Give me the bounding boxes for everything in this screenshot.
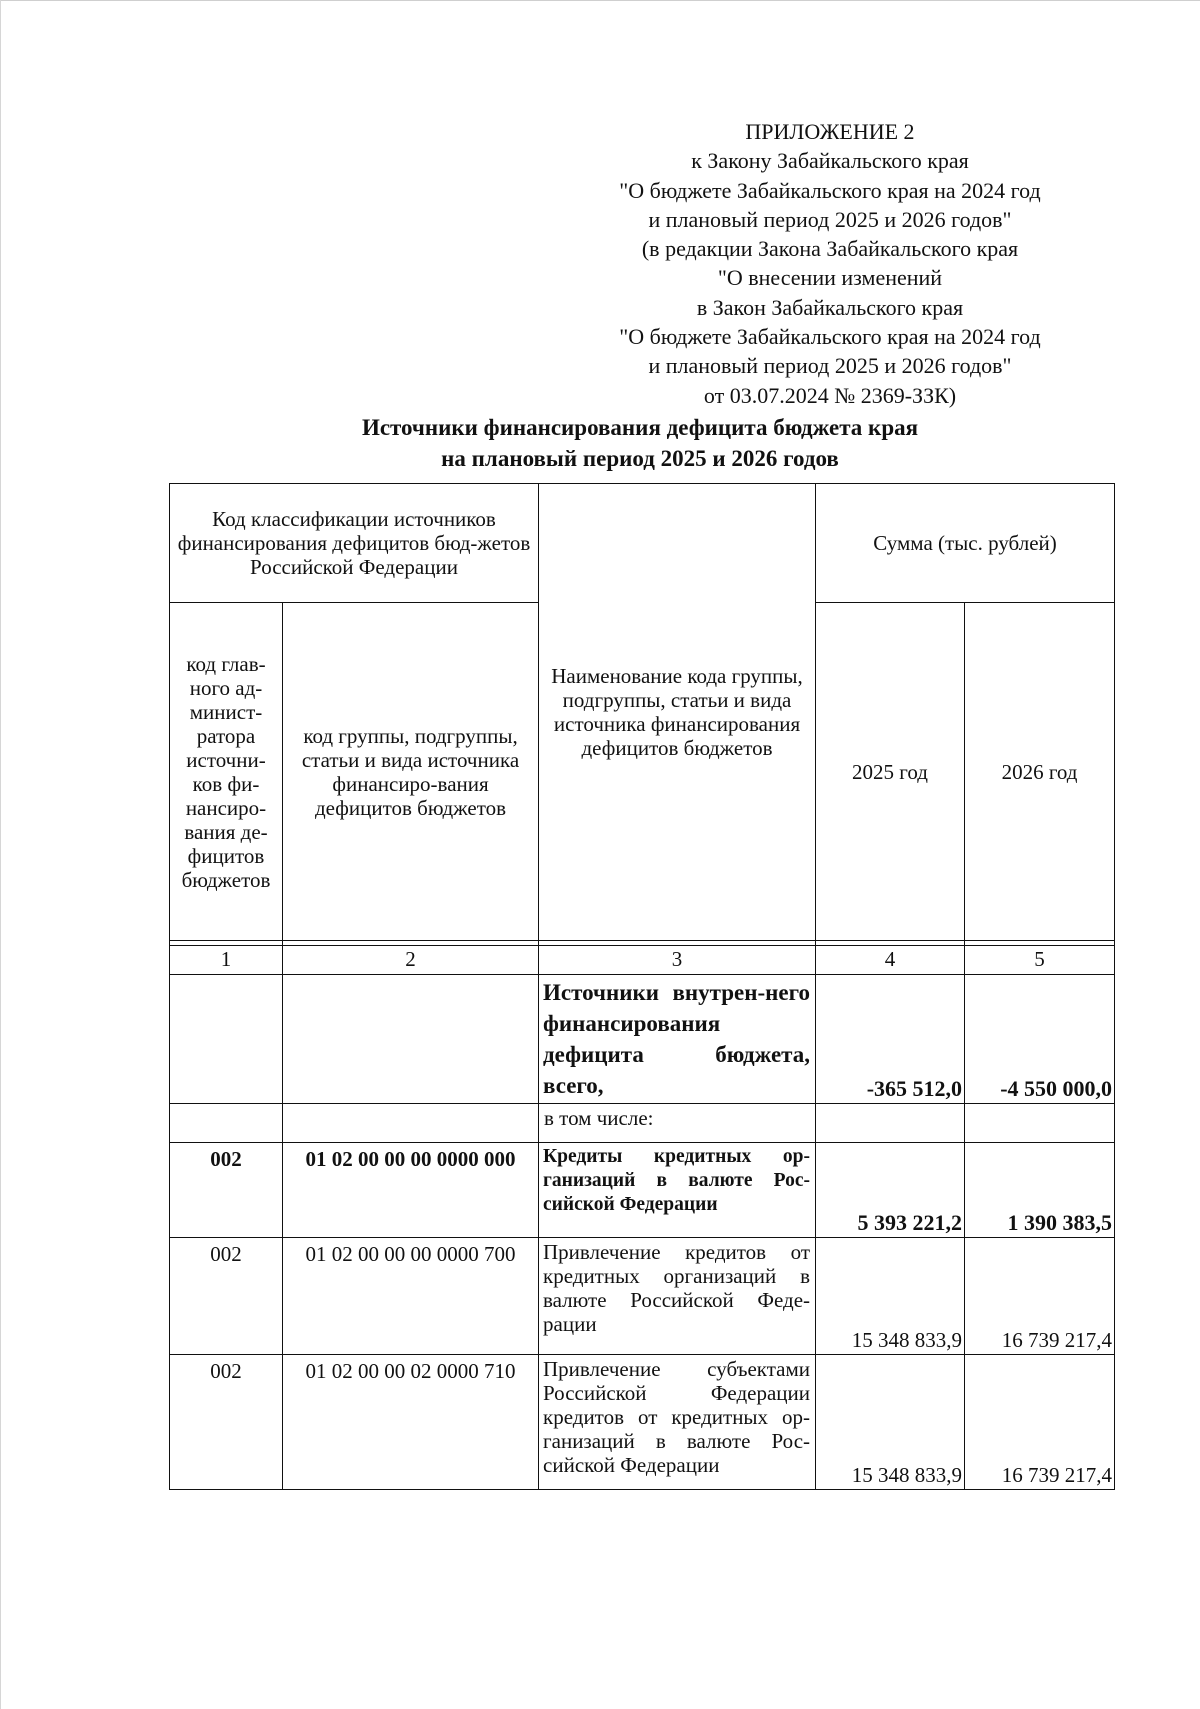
header-line: "О бюджете Забайкальского края на 2024 год [619, 177, 1041, 203]
amount-2026-cell: 16 739 217,4 [965, 1238, 1115, 1355]
source-name-cell: Привлечение кредитов от кредитных организаций в валюте Российской Феде-рации [539, 1238, 816, 1355]
table-row-credits [170, 1143, 1115, 1238]
appendix-label: ПРИЛОЖЕНИЕ 2 [745, 119, 915, 144]
source-name-cell: Привлечение субъектами Российской Федерации кредитов от кредитных ор-ганизаций в валюте Рос-сийской Федерации [539, 1355, 816, 1490]
header-line: и плановый период 2025 и 2026 годов" [648, 353, 1012, 379]
column-number: 2 [283, 946, 539, 975]
amount-2026-cell: 16 739 217,4 [965, 1355, 1115, 1490]
admin-code-cell [170, 1104, 283, 1143]
admin-code-header: код глав-ного ад-минист-ратора источни-ков фи-нансиро-вания де-фицитов бюджетов [170, 603, 283, 941]
header-line: и плановый период 2025 и 2026 годов" [648, 206, 1012, 232]
amount-2026-cell: 1 390 383,5 [965, 1143, 1115, 1238]
name-header: Наименование кода группы, подгруппы, статьи и вида источника финансирования дефицитов бюджетов [539, 484, 816, 941]
column-number: 1 [170, 946, 283, 975]
amount-2026-cell: -4 550 000,0 [965, 975, 1115, 1104]
title-line-2: на плановый период 2025 и 2026 годов [441, 446, 839, 471]
group-code-cell [283, 1104, 539, 1143]
admin-code-cell: 002 [170, 1238, 283, 1355]
amount-2025-cell [816, 1104, 965, 1143]
source-name-cell: в том числе: [539, 1104, 816, 1143]
header-line: (в редакции Закона Забайкальского края [641, 236, 1019, 262]
sum-header: Сумма (тыс. рублей) [816, 484, 1115, 603]
scan-edge-left [0, 0, 1, 1709]
table-row-subject-attraction [170, 1355, 1115, 1490]
year-2026-header: 2026 год [965, 603, 1115, 941]
column-number: 4 [816, 946, 965, 975]
table-row-attraction [170, 1238, 1115, 1355]
group-code-header: код группы, подгруппы, статьи и вида источника финансиро-вания дефицитов бюджетов [283, 603, 539, 941]
group-code-cell: 01 02 00 00 02 0000 710 [283, 1355, 539, 1490]
column-number: 3 [539, 946, 816, 975]
year-2025-header: 2025 год [816, 603, 965, 941]
header-line: "О бюджете Забайкальского края на 2024 год [619, 324, 1041, 350]
group-code-cell: 01 02 00 00 00 0000 700 [283, 1238, 539, 1355]
header-line: "О внесении изменений [717, 265, 943, 291]
amount-2026-cell [965, 1104, 1115, 1143]
source-name-cell: Кредиты кредитных ор-ганизаций в валюте Рос-сийской Федерации [539, 1143, 816, 1238]
admin-code-cell: 002 [170, 1355, 283, 1490]
header-line: к Закону Забайкальского края [691, 148, 969, 174]
amount-2025-cell: 5 393 221,2 [816, 1143, 965, 1238]
admin-code-cell [170, 975, 283, 1104]
appendix-header [550, 117, 1110, 410]
document-title [170, 412, 1110, 474]
title-line-1: Источники финансирования дефицита бюджета края [361, 415, 919, 440]
table-row-total [170, 975, 1115, 1104]
financing-sources-table [169, 483, 1115, 1490]
table-row-including [170, 1104, 1115, 1143]
column-number: 5 [965, 946, 1115, 975]
header-line: в Закон Забайкальского края [696, 294, 964, 320]
admin-code-cell: 002 [170, 1143, 283, 1238]
header-row-top [170, 484, 1115, 603]
source-name-cell: Источники внутрен-него финансирования дефицита бюджета, всего, [539, 975, 816, 1104]
header-line: от 03.07.2024 № 2369-ЗЗК) [703, 382, 957, 408]
group-code-cell: 01 02 00 00 00 0000 000 [283, 1143, 539, 1238]
amount-2025-cell: 15 348 833,9 [816, 1238, 965, 1355]
scan-edge-top [0, 0, 1200, 1]
amount-2025-cell: -365 512,0 [816, 975, 965, 1104]
column-numbers-row [170, 946, 1115, 975]
classification-header: Код классификации источников финансирования дефицитов бюд-жетов Российской Федерации [170, 484, 539, 603]
group-code-cell [283, 975, 539, 1104]
amount-2025-cell: 15 348 833,9 [816, 1355, 965, 1490]
